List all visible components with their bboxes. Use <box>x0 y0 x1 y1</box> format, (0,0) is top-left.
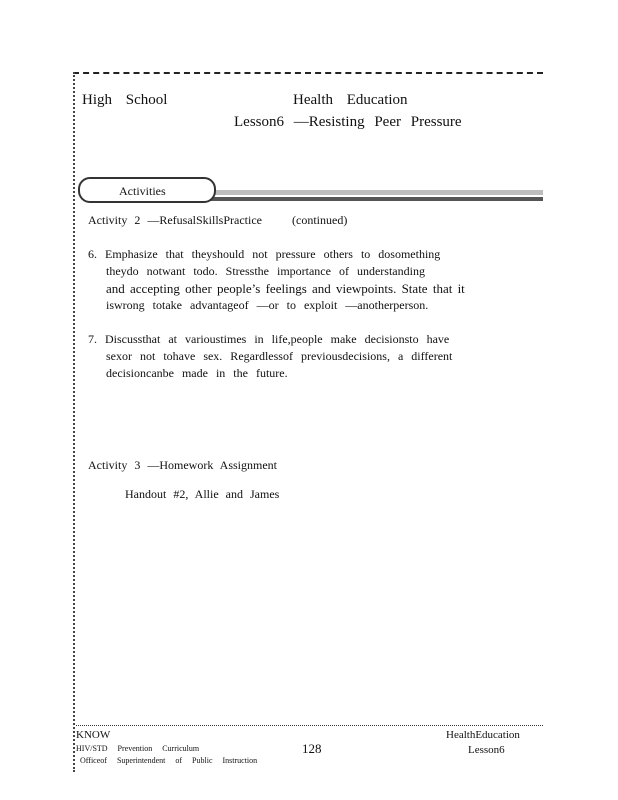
footer-know: KNOW <box>76 729 111 741</box>
footer-divider <box>76 725 543 726</box>
activity-3-heading: Activity 3 —Homework Assignment <box>88 458 277 472</box>
footer-lesson: Lesson6 <box>468 744 505 756</box>
homework-handout: Handout #2, Allie and James <box>125 487 280 501</box>
item-7-line-3: decisioncanbe made in the future. <box>106 366 288 380</box>
activity-2-heading: Activity 2 —RefusalSkillsPractice <box>88 213 262 227</box>
page-number: 128 <box>302 741 322 756</box>
item-6 <box>88 246 465 314</box>
item-7-line-1: 7. Discussthat at varioustimes in life,people make decisionsto have <box>88 332 450 346</box>
item-7 <box>88 331 452 382</box>
item-6-line-3: and accepting other people’s feelings and viewpoints. State that it <box>106 281 465 296</box>
page-top-border <box>73 72 543 74</box>
footer-office: Officeof Superintendent of Public Instruction <box>80 756 258 765</box>
item-6-line-2: theydo notwant todo. Stressthe importance of understanding <box>106 264 425 278</box>
item-6-line-4: iswrong totake advantageof —or to exploit —anotherperson. <box>106 298 429 312</box>
page-left-border <box>73 72 75 772</box>
header-school-level: High School <box>82 92 168 108</box>
activities-bar-light <box>200 190 543 195</box>
lesson-title: Lesson6 —Resisting Peer Pressure <box>234 114 462 130</box>
activities-bar-dark <box>200 197 543 201</box>
footer-curriculum: HIV/STD Prevention Curriculum <box>76 744 200 753</box>
activity-2-continued: (continued) <box>292 213 348 227</box>
header-subject: Health Education <box>293 92 408 108</box>
activities-tab-label: Activities <box>119 184 166 198</box>
item-6-line-1: 6. Emphasize that theyshould not pressure others to dosomething <box>88 247 441 261</box>
item-7-line-2: sexor not tohave sex. Regardlessof previousdecisions, a different <box>106 349 453 363</box>
footer-subject: HealthEducation <box>446 729 520 741</box>
